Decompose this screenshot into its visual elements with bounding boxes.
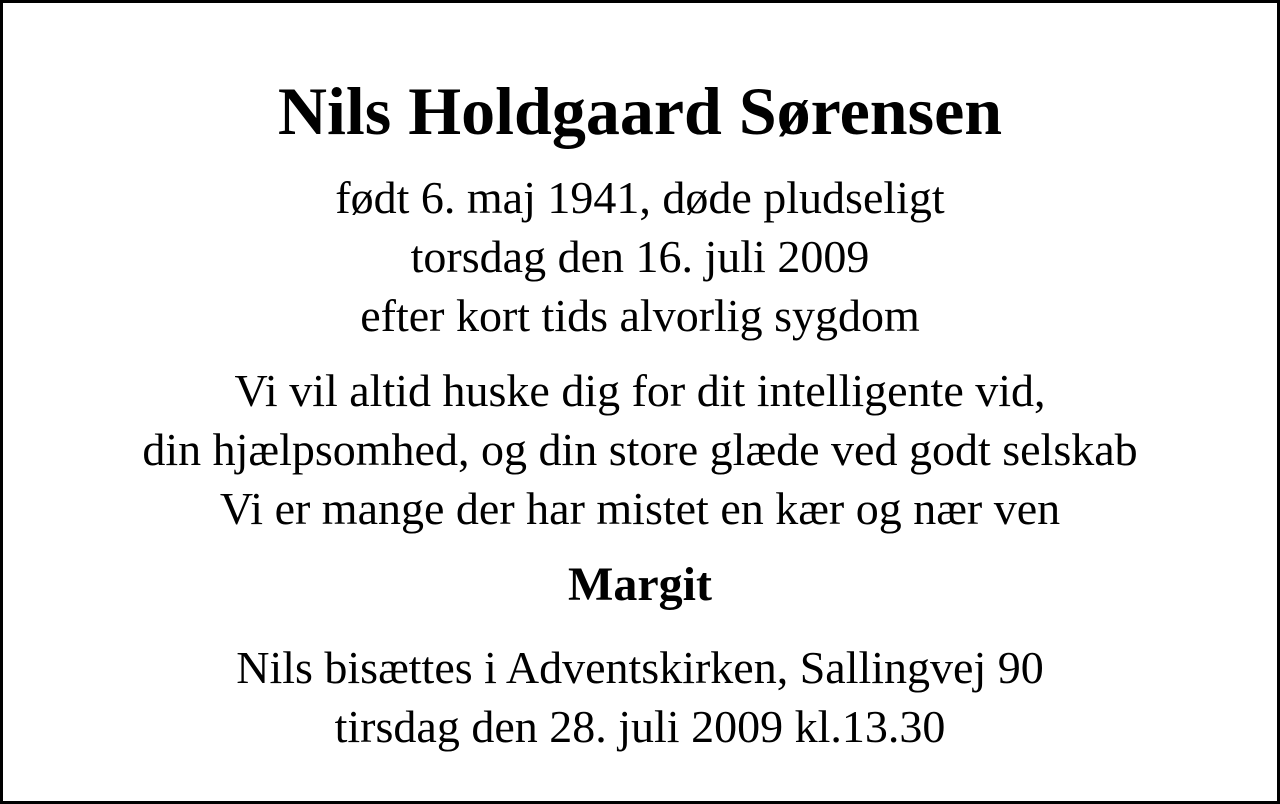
deceased-name: Nils Holdgaard Sørensen [277, 73, 1003, 149]
funeral-location-line: Nils bisættes i Adventskirken, Sallingvej 90 [236, 642, 1044, 693]
cause-line: efter kort tids alvorlig sygdom [360, 290, 920, 341]
death-date-line: torsdag den 16. juli 2009 [410, 231, 870, 282]
birth-death-line: født 6. maj 1941, døde pludseligt [335, 172, 945, 223]
signature: Margit [568, 558, 712, 611]
tribute-line: Vi er mange der har mistet en kær og nær ven [219, 483, 1061, 534]
tribute-line: din hjælpsomhed, og din store glæde ved godt selskab [142, 424, 1138, 475]
funeral-time-line: tirsdag den 28. juli 2009 kl.13.30 [334, 701, 946, 752]
tribute-line: Vi vil altid huske dig for dit intelligente vid, [234, 365, 1046, 416]
